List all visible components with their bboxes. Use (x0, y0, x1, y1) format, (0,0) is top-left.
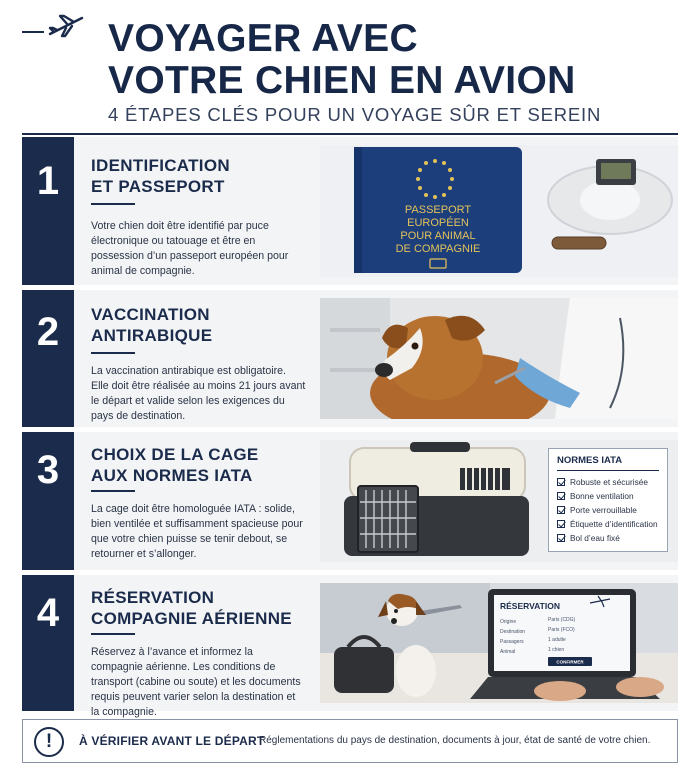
step-card-4 (22, 575, 678, 718)
airplane-icon (46, 12, 86, 40)
iata-cage-illustration (320, 440, 678, 562)
step-underline (91, 633, 135, 635)
step-title (91, 304, 212, 346)
step-description: Réservez à l’avance et informez la compagnie aérienne. Les conditions de transport (cabine ou soute) et les documents requis peuvent varier selon la destination et la compagnie. (91, 646, 301, 718)
step-title-line2: COMPAGNIE AÉRIENNE (91, 609, 292, 628)
passport-text-line4: DE COMPAGNIE (395, 243, 481, 255)
passport-text-line1: PASSEPORT (404, 204, 472, 216)
step-description: Votre chien doit être identifié par puce électronique ou tatouage et être en possession d’un passeport européen pour animal de compagnie. (91, 220, 289, 277)
step-title (91, 587, 292, 629)
confirm-button-label: CONFIRMER (556, 659, 584, 665)
page-title-line1: VOYAGER AVEC (108, 17, 418, 60)
iata-item (557, 489, 659, 503)
footer-title: À VÉRIFIER AVANT LE DÉPART (79, 734, 265, 748)
page-title-line2: VOTRE CHIEN EN AVION (108, 59, 576, 102)
step-title-line2: AUX NORMES IATA (91, 466, 253, 485)
exclamation-icon: ! (34, 727, 64, 757)
screen-row-value: 1 chien (548, 647, 565, 653)
step-card-2 (22, 290, 678, 427)
step-description: La vaccination antirabique est obligatoire. Elle doit être réalisée au moins 21 jours avant le départ et valide selon les exigences du pays de destination. (91, 365, 306, 422)
step-title (91, 444, 259, 486)
iata-item (557, 503, 659, 517)
screen-title: RÉSERVATION (500, 601, 560, 611)
step-underline (91, 352, 135, 354)
step-card-3 (22, 432, 678, 570)
screen-row-value: Paris (CDG) (548, 617, 576, 623)
step-number: 2 (22, 290, 74, 427)
step-number: 1 (22, 137, 74, 285)
passport-illustration (320, 145, 678, 277)
iata-box-divider (557, 470, 659, 471)
checkbox-icon (557, 534, 565, 542)
step-title (91, 155, 230, 197)
step-title-line2: ET PASSEPORT (91, 177, 225, 196)
screen-row-value: 1 adulte (548, 637, 566, 643)
step-number: 4 (22, 575, 74, 711)
step-number: 3 (22, 432, 74, 570)
screen-row-label: Destination (500, 629, 526, 635)
step-description: La cage doit être homologuée IATA : solide, bien ventilée et suffisamment spacieuse pour que votre chien puisse se tenir debout, se retourner et s’allonger. (91, 503, 303, 560)
passport-text-line2: EUROPÉEN (407, 217, 469, 229)
checkbox-icon (557, 478, 565, 486)
header-line-decoration (22, 31, 44, 33)
checkbox-icon (557, 506, 565, 514)
iata-standards-box (548, 448, 668, 552)
footer-text: Réglementations du pays de destination, documents à jour, état de santé de votre chien. (259, 735, 651, 746)
screen-row-label: Passagers (500, 639, 524, 645)
page-subtitle: 4 ÉTAPES CLÉS POUR UN VOYAGE SÛR ET SEREIN (108, 104, 602, 125)
screen-row-label: Origine (500, 619, 517, 625)
screen-row-value: Paris (FCO) (548, 627, 575, 633)
iata-item-label: Porte verrouillable (570, 505, 637, 515)
iata-item-label: Bol d’eau fixé (570, 533, 620, 543)
checkbox-icon (557, 520, 565, 528)
booking-illustration (320, 583, 678, 703)
page-title (108, 18, 576, 102)
checkbox-icon (557, 492, 565, 500)
pre-departure-checklist-banner (22, 719, 678, 763)
header-divider (22, 133, 678, 135)
step-title-line1: VACCINATION (91, 305, 210, 324)
step-card-1 (22, 137, 678, 285)
iata-item-label: Bonne ventilation (570, 491, 634, 501)
step-title-line1: CHOIX DE LA CAGE (91, 445, 259, 464)
iata-item-label: Robuste et sécurisée (570, 477, 648, 487)
step-title-line1: RÉSERVATION (91, 588, 215, 607)
iata-item (557, 475, 659, 489)
step-underline (91, 490, 135, 492)
iata-item (557, 531, 659, 545)
screen-row-label: Animal (500, 649, 516, 655)
iata-box-title: NORMES IATA (557, 455, 623, 466)
vaccination-illustration (320, 298, 678, 419)
passport-text-line3: POUR ANIMAL (400, 230, 476, 242)
iata-item (557, 517, 659, 531)
step-underline (91, 203, 135, 205)
header (0, 0, 700, 136)
step-title-line2: ANTIRABIQUE (91, 326, 213, 345)
step-title-line1: IDENTIFICATION (91, 156, 230, 175)
iata-item-label: Étiquette d’identification (570, 519, 658, 529)
